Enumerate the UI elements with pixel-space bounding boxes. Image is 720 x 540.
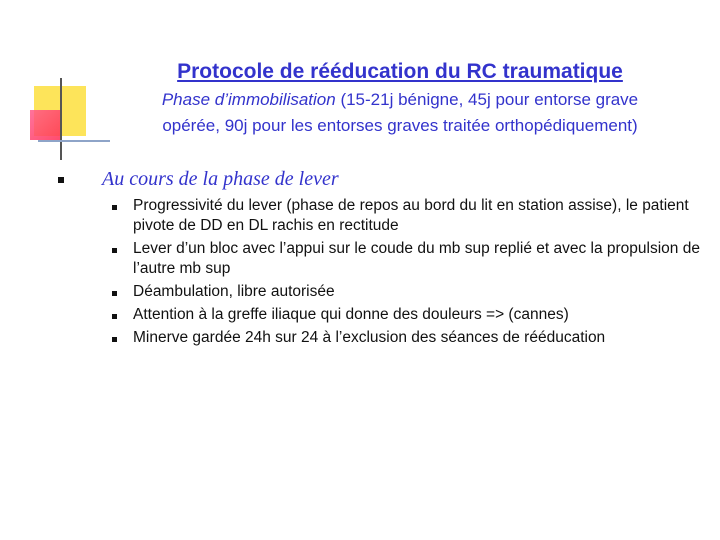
list-item-text: Progressivité du lever (phase de repos au bord du lit en station assise), le patient pivote de DD en DL rachis en rectitude	[133, 197, 689, 234]
square-bullet-icon	[112, 291, 117, 296]
list-item	[112, 282, 712, 302]
square-bullet-icon	[112, 337, 117, 342]
list-item-text: Lever d’un bloc avec l’appui sur le coude du mb sup replié et avec la propulsion de l’autre mb sup	[133, 240, 700, 277]
square-bullet-icon	[58, 177, 64, 183]
square-bullet-icon	[112, 314, 117, 319]
list-item-text: Attention à la greffe iliaque qui donne des douleurs => (cannes)	[133, 306, 569, 323]
deco-horizontal-line	[38, 140, 110, 142]
subtitle-line-2: opérée, 90j pour les entorses graves traitée orthopédiquement)	[162, 116, 638, 135]
square-bullet-icon	[112, 205, 117, 210]
list-item	[112, 305, 712, 325]
slide-subtitle	[80, 87, 720, 139]
list-item-text: Déambulation, libre autorisée	[133, 283, 335, 300]
square-bullet-icon	[112, 248, 117, 253]
subtitle-line-1	[80, 87, 720, 113]
list-item	[112, 196, 712, 236]
slide-title: Protocole de rééducation du RC traumatique	[177, 60, 623, 83]
list-item-text: Minerve gardée 24h sur 24 à l’exclusion des séances de rééducation	[133, 329, 606, 346]
deco-vertical-line	[60, 78, 62, 160]
list-item	[112, 328, 712, 348]
list-item	[112, 239, 712, 279]
sub-bullet-list	[112, 196, 712, 351]
subtitle-italic-part: Phase d’immobilisation	[161, 90, 336, 109]
deco-red-square	[30, 110, 60, 140]
subtitle-line-1-rest: (15-21j bénigne, 45j pour entorse grave	[335, 90, 639, 109]
main-bullet-text: Au cours de la phase de lever	[102, 168, 339, 190]
